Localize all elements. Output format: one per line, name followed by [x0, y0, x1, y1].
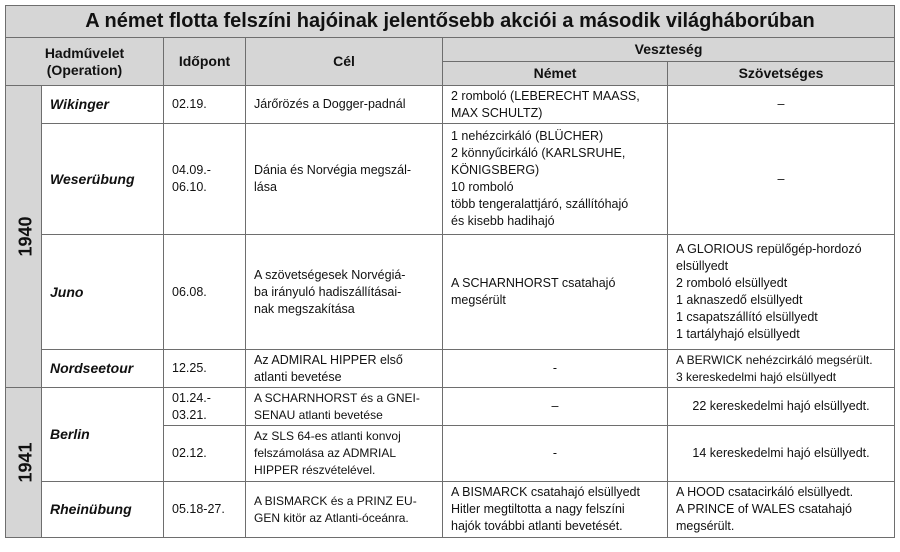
german-loss-line: 2 romboló (LEBERECHT MAASS,	[451, 88, 640, 103]
allied-loss-line: 22 kereskedelmi hajó elsüllyedt.	[692, 399, 870, 413]
german-loss-cell	[443, 235, 668, 350]
date-line: 02.19.	[172, 97, 207, 111]
allied-loss-line: 2 romboló elsüllyedt	[676, 276, 788, 290]
goal-line: ba irányuló hadiszállításai-	[254, 284, 402, 299]
goal-cell	[246, 86, 443, 124]
goal-cell	[246, 235, 443, 350]
table-row	[6, 350, 895, 388]
operation-name: Rheinübung	[42, 482, 164, 538]
date-line: 06.08.	[172, 284, 207, 299]
allied-loss-cell	[668, 482, 895, 538]
header-goal: Cél	[246, 38, 443, 86]
german-loss-line: MAX SCHULTZ)	[451, 105, 543, 120]
allied-loss-cell	[668, 388, 895, 426]
table-title: A német flotta felszíni hajóinak jelentősebb akciói a második világháborúban	[6, 6, 895, 38]
goal-cell	[246, 350, 443, 388]
allied-loss-line: –	[777, 97, 785, 111]
allied-loss-line: 3 kereskedelmi hajó elsüllyedt	[676, 369, 837, 384]
german-loss-line: 1 nehézcirkáló (BLÜCHER)	[451, 129, 604, 143]
date-line: 01.24.-	[172, 390, 211, 405]
goal-line: A szövetségesek Norvégiá-	[254, 267, 406, 282]
table-row	[6, 482, 895, 538]
date-line: 12.25.	[172, 361, 207, 375]
date-line: 03.21.	[172, 407, 207, 422]
german-loss-line: több tengeralattjáró, szállítóhajó	[451, 197, 629, 211]
allied-loss-line: A PRINCE of WALES csatahajó	[676, 502, 853, 516]
goal-line: GEN kitör az Atlanti-óceánra.	[254, 510, 409, 525]
allied-loss-cell	[668, 124, 895, 235]
goal-line: SENAU atlanti bevetése	[254, 407, 383, 422]
header-date: Időpont	[164, 38, 246, 86]
year-label: 1940	[15, 216, 36, 257]
date-line: 02.12.	[172, 446, 207, 460]
german-loss-line: KÖNIGSBERG)	[451, 163, 540, 177]
operation-name: Berlin	[42, 388, 164, 482]
operation-name: Weserübung	[42, 124, 164, 235]
allied-loss-line: 14 kereskedelmi hajó elsüllyedt.	[692, 446, 870, 460]
table-row	[6, 388, 895, 426]
year-label: 1941	[15, 442, 36, 483]
date-cell	[164, 426, 246, 482]
date-line: 06.10.	[172, 180, 207, 194]
german-loss-cell	[443, 86, 668, 124]
goal-cell	[246, 426, 443, 482]
allied-loss-cell	[668, 86, 895, 124]
goal-line: nak megszakítása	[254, 301, 355, 316]
year-cell-1941	[6, 388, 42, 538]
german-loss-line: hajók további atlanti bevetését.	[451, 519, 623, 533]
year-cell-1940	[6, 86, 42, 388]
allied-loss-cell	[668, 235, 895, 350]
goal-cell	[246, 124, 443, 235]
operation-name: Nordseetour	[42, 350, 164, 388]
goal-line: Az SLS 64-es atlanti konvoj	[254, 429, 401, 443]
date-line: 05.18-27.	[172, 502, 225, 516]
operation-name: Wikinger	[42, 86, 164, 124]
allied-loss-line: A BERWICK nehézcirkáló megsérült.	[676, 352, 873, 367]
date-cell	[164, 86, 246, 124]
goal-line: A SCHARNHORST és a GNEI-	[254, 390, 420, 405]
header-losses: Veszteség	[443, 38, 895, 62]
goal-line: Az ADMIRAL HIPPER első	[254, 352, 403, 367]
date-cell	[164, 350, 246, 388]
goal-line: atlanti bevetése	[254, 369, 342, 384]
operations-table	[5, 5, 895, 538]
allied-loss-cell	[668, 350, 895, 388]
allied-loss-line: –	[777, 171, 785, 186]
date-line: 04.09.-	[172, 163, 211, 177]
goal-line: HIPPER részvételével.	[254, 463, 376, 477]
german-loss-line: –	[551, 399, 559, 413]
german-loss-line: 2 könnyűcirkáló (KARLSRUHE,	[451, 146, 626, 160]
allied-loss-line: 1 csapatszállító elsüllyedt	[676, 310, 818, 324]
header-operation-line1: Hadművelet	[44, 44, 125, 61]
allied-loss-line: A HOOD csatacirkáló elsüllyedt.	[676, 485, 854, 499]
header-operation	[6, 38, 164, 86]
german-loss-line: és kisebb hadihajó	[451, 214, 555, 228]
german-loss-cell	[443, 426, 668, 482]
allied-loss-line: 1 aknaszedő elsüllyedt	[676, 293, 803, 307]
german-loss-line: -	[552, 446, 558, 460]
date-cell	[164, 235, 246, 350]
german-loss-cell	[443, 350, 668, 388]
goal-line: Járőrözés a Dogger-padnál	[254, 97, 406, 111]
allied-loss-line: megsérült.	[676, 519, 735, 533]
allied-loss-line: A GLORIOUS repülőgép-hordozó	[676, 242, 862, 256]
header-operation-line2: (Operation)	[46, 61, 123, 78]
date-cell	[164, 482, 246, 538]
german-loss-line: megsérült	[451, 293, 506, 307]
operation-name: Juno	[42, 235, 164, 350]
goal-line: felszámolása az ADMRIAL	[254, 446, 397, 460]
german-loss-line: A BISMARCK csatahajó elsüllyedt	[451, 485, 640, 499]
goal-cell	[246, 388, 443, 426]
date-cell	[164, 388, 246, 426]
german-loss-cell	[443, 124, 668, 235]
operations-table-container	[5, 5, 894, 538]
goal-line: Dánia és Norvégia megszál-	[254, 163, 412, 177]
goal-line: A BISMARCK és a PRINZ EU-	[254, 493, 417, 508]
goal-line: lása	[254, 180, 277, 194]
date-cell	[164, 124, 246, 235]
german-loss-line: Hitler megtiltotta a nagy felszíni	[451, 502, 625, 516]
german-loss-line: -	[552, 361, 558, 375]
table-row	[6, 124, 895, 235]
german-loss-line: A SCHARNHORST csatahajó	[451, 276, 616, 290]
german-loss-cell	[443, 388, 668, 426]
table-row	[6, 86, 895, 124]
german-loss-cell	[443, 482, 668, 538]
table-row	[6, 235, 895, 350]
allied-loss-cell	[668, 426, 895, 482]
goal-cell	[246, 482, 443, 538]
header-german: Német	[443, 62, 668, 86]
allied-loss-line: elsüllyedt	[676, 259, 729, 273]
german-loss-line: 10 romboló	[451, 180, 514, 194]
header-allied: Szövetséges	[668, 62, 895, 86]
allied-loss-line: 1 tartályhajó elsüllyedt	[676, 327, 800, 341]
